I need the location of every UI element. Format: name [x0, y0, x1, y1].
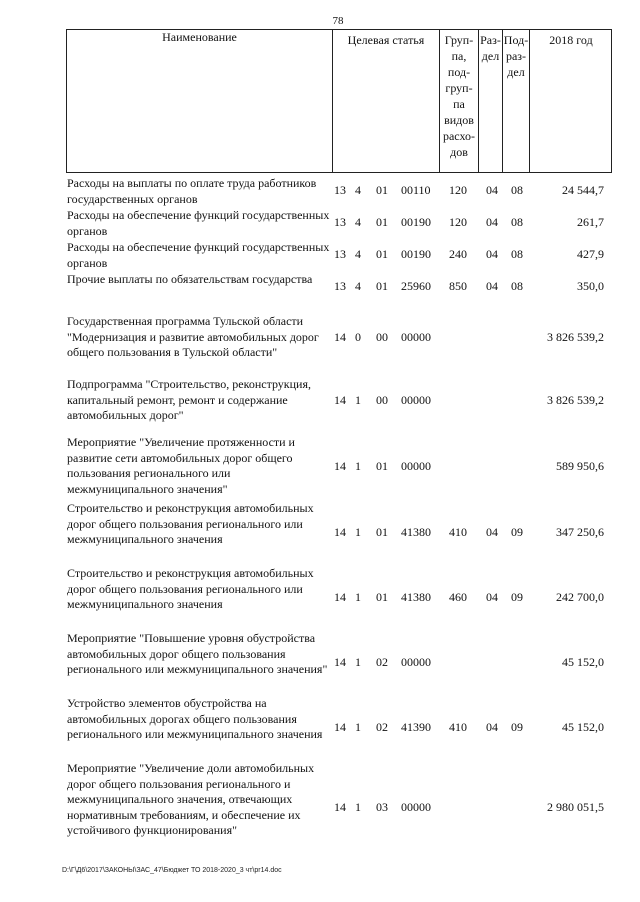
row-name: Государственная программа Тульской области "Модернизация и развитие автомобильных дорог общего пользования в Тульской области" — [67, 314, 319, 359]
row-section: 04 — [486, 590, 498, 604]
row-code-program: 14 — [334, 655, 346, 669]
row-code-program: 14 — [334, 330, 346, 344]
row-code-subprogram: 1 — [355, 393, 361, 407]
row-code-direction: 00000 — [401, 459, 431, 473]
page-number: 78 — [332, 15, 344, 27]
row-code-program: 13 — [334, 279, 346, 293]
row-subsection: 08 — [511, 247, 523, 261]
row-section: 04 — [486, 215, 498, 229]
row-code-event: 00 — [376, 393, 388, 407]
row-code-program: 13 — [334, 183, 346, 197]
row-amount: 45 152,0 — [562, 720, 604, 734]
row-code-program: 14 — [334, 590, 346, 604]
row-expense-group: 460 — [449, 590, 467, 604]
row-code-subprogram: 4 — [355, 183, 361, 197]
row-code-subprogram: 1 — [355, 459, 361, 473]
row-amount: 589 950,6 — [556, 459, 604, 473]
row-subsection: 08 — [511, 183, 523, 197]
row-amount: 242 700,0 — [556, 590, 604, 604]
row-code-subprogram: 1 — [355, 800, 361, 814]
header-name: Наименование — [162, 30, 237, 44]
row-code-event: 01 — [376, 247, 388, 261]
row-amount: 2 980 051,5 — [547, 800, 604, 814]
row-amount: 261,7 — [577, 215, 604, 229]
header-expense-group-line: па — [453, 97, 465, 111]
row-subsection: 09 — [511, 590, 523, 604]
row-code-event: 01 — [376, 525, 388, 539]
row-code-direction: 25960 — [401, 279, 431, 293]
row-code-subprogram: 4 — [355, 215, 361, 229]
header-expense-group-line: груп- — [445, 81, 473, 95]
row-amount: 347 250,6 — [556, 525, 604, 539]
row-code-program: 14 — [334, 800, 346, 814]
row-expense-group: 410 — [449, 720, 467, 734]
header-subsection-line: дел — [507, 65, 525, 79]
row-amount: 3 826 539,2 — [547, 330, 604, 344]
row-name: Мероприятие "Увеличение доли автомобильных дорог общего пользования регионального и межмуниципального значения, отвечающих нормативным требованиям, и обеспечение их устойчивого функционирования" — [67, 761, 315, 837]
row-amount: 3 826 539,2 — [547, 393, 604, 407]
row-code-program: 14 — [334, 525, 346, 539]
row-code-event: 01 — [376, 215, 388, 229]
row-section: 04 — [486, 720, 498, 734]
row-code-program: 13 — [334, 247, 346, 261]
row-subsection: 08 — [511, 215, 523, 229]
header-expense-group-line: под- — [447, 65, 471, 79]
row-expense-group: 850 — [449, 279, 467, 293]
row-code-subprogram: 1 — [355, 720, 361, 734]
row-code-subprogram: 4 — [355, 279, 361, 293]
row-name: Прочие выплаты по обязательствам государства — [67, 272, 313, 286]
header-subsection-line: раз- — [505, 49, 527, 63]
row-name: Расходы на выплаты по оплате труда работников государственных органов — [67, 176, 317, 206]
row-code-event: 01 — [376, 183, 388, 197]
row-code-direction: 00000 — [401, 655, 431, 669]
row-code-direction: 00000 — [401, 330, 431, 344]
row-code-program: 14 — [334, 459, 346, 473]
row-name: Строительство и реконструкция автомобильных дорог общего пользования регионального или межмуниципального значения — [67, 501, 314, 546]
header-section-line: Раз- — [480, 33, 501, 47]
row-code-direction: 00190 — [401, 215, 431, 229]
row-name: Мероприятие "Повышение уровня обустройства автомобильных дорог общего пользования регионального или межмуниципального значения" — [67, 631, 328, 676]
row-code-direction: 41380 — [401, 525, 431, 539]
row-name: Мероприятие "Увеличение протяженности и развитие сети автомобильных дорог общего пользования регионального или межмуниципального значения" — [67, 435, 295, 496]
row-code-program: 14 — [334, 720, 346, 734]
row-section: 04 — [486, 247, 498, 261]
row-section: 04 — [486, 525, 498, 539]
row-amount: 427,9 — [577, 247, 604, 261]
row-subsection: 08 — [511, 279, 523, 293]
row-code-event: 00 — [376, 330, 388, 344]
row-code-program: 13 — [334, 215, 346, 229]
row-amount: 350,0 — [577, 279, 604, 293]
row-amount: 24 544,7 — [562, 183, 604, 197]
row-code-event: 01 — [376, 459, 388, 473]
row-code-direction: 41390 — [401, 720, 431, 734]
row-code-direction: 00190 — [401, 247, 431, 261]
row-code-event: 01 — [376, 279, 388, 293]
row-code-program: 14 — [334, 393, 346, 407]
row-section: 04 — [486, 279, 498, 293]
header-target-article: Целевая статья — [347, 33, 425, 47]
row-section: 04 — [486, 183, 498, 197]
header-expense-group-line: Груп- — [444, 33, 474, 47]
header-expense-group-line: видов — [444, 113, 474, 127]
row-code-event: 03 — [376, 800, 388, 814]
row-code-subprogram: 4 — [355, 247, 361, 261]
row-subsection: 09 — [511, 720, 523, 734]
header-section-line: дел — [481, 49, 500, 63]
row-subsection: 09 — [511, 525, 523, 539]
row-name: Устройство элементов обустройства на автомобильных дорогах общего пользования регионального или межмуниципального значения — [67, 696, 323, 741]
row-code-direction: 00000 — [401, 393, 431, 407]
row-name: Строительство и реконструкция автомобильных дорог общего пользования регионального или межмуниципального значения — [67, 566, 314, 611]
row-amount: 45 152,0 — [562, 655, 604, 669]
row-expense-group: 410 — [449, 525, 467, 539]
row-code-direction: 00000 — [401, 800, 431, 814]
row-expense-group: 120 — [449, 183, 467, 197]
row-code-event: 02 — [376, 655, 388, 669]
row-name: Расходы на обеспечение функций государственных органов — [67, 240, 330, 270]
row-name: Расходы на обеспечение функций государственных органов — [67, 208, 330, 238]
row-code-event: 01 — [376, 590, 388, 604]
row-code-subprogram: 1 — [355, 525, 361, 539]
header-expense-group-line: дов — [450, 145, 468, 159]
header-year-2018: 2018 год — [549, 33, 593, 47]
row-name: Подпрограмма "Строительство, реконструкция, капитальный ремонт, ремонт и содержание автомобильных дорог" — [67, 377, 311, 422]
row-code-subprogram: 0 — [355, 330, 361, 344]
row-code-subprogram: 1 — [355, 655, 361, 669]
file-path-footer: D:\Г\Д6\2017\ЗАКОНЫ\ЗАС_47\Бюджет ТО 2018-2020_3 чт\pr14.doc — [62, 867, 282, 874]
row-expense-group: 120 — [449, 215, 467, 229]
row-code-direction: 00110 — [401, 183, 431, 197]
row-code-event: 02 — [376, 720, 388, 734]
header-subsection-line: Под- — [503, 33, 529, 47]
row-code-subprogram: 1 — [355, 590, 361, 604]
row-code-direction: 41380 — [401, 590, 431, 604]
row-expense-group: 240 — [449, 247, 467, 261]
header-expense-group-line: па, — [451, 49, 467, 63]
header-expense-group-line: расхо- — [442, 129, 476, 143]
